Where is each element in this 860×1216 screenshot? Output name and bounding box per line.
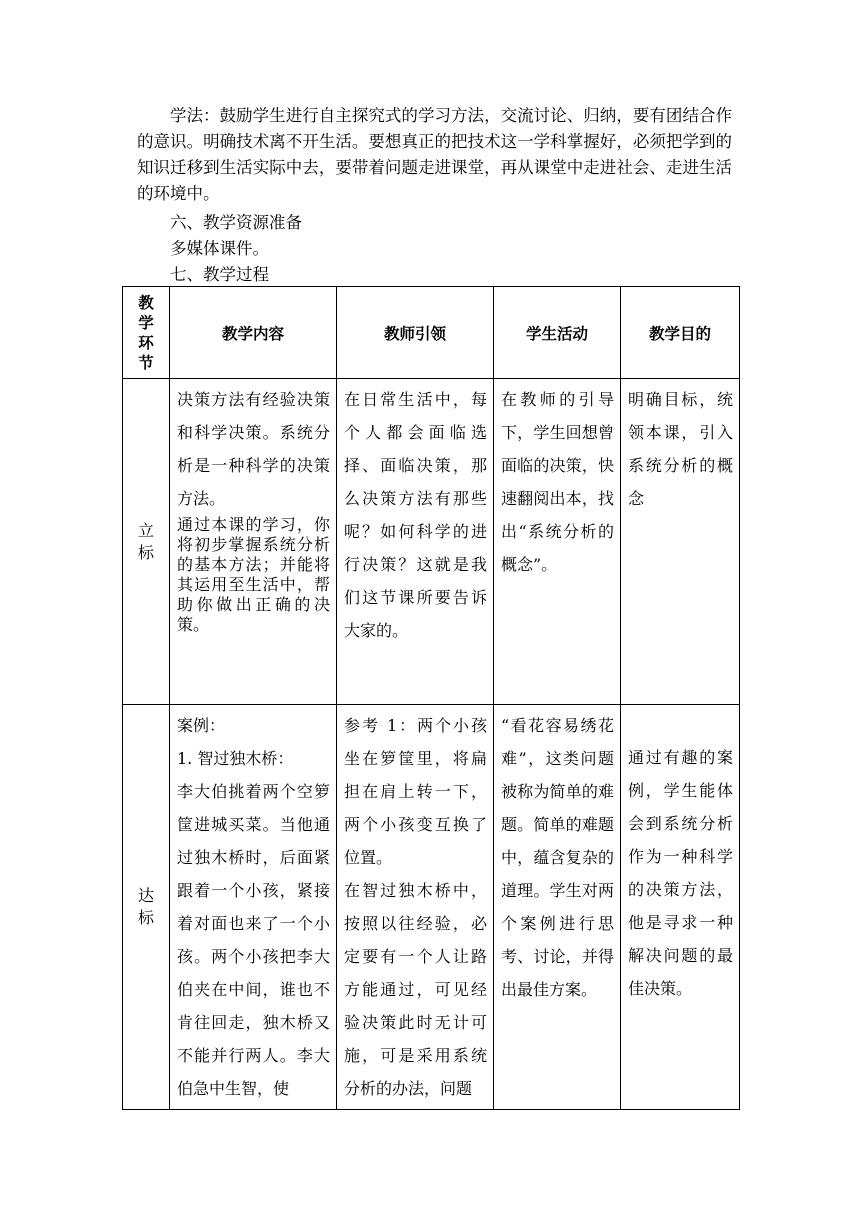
teacher-cell-1: 在日常生活中，每个人都会面临选择、面临决策，那么决策方法有那些呢？如何科学的进行决策？这就是我们这节课所要告诉大家的。 bbox=[337, 379, 494, 705]
content-cell-1: 决策方法有经验决策和科学决策。系统分析是一种科学的决策方法。 通过本课的学习，你将初步掌握系统分析的基本方法；并能将其运用至生活中，帮助你做出正确的决策。 bbox=[170, 379, 337, 705]
table-row bbox=[123, 379, 740, 705]
section-6-heading: 六、教学资源准备 bbox=[170, 213, 302, 232]
stage-cell-1: 立标 bbox=[123, 379, 170, 705]
teaching-process-table bbox=[122, 286, 740, 1110]
teacher-cell-2: 参考 1：两个小孩坐在箩筐里，将扁担在肩上转一下，两个小孩变互换了位置。 在智过独木桥中，按照以往经验，必定要有一个人让路方能通过，可见经验决策此时无计可施，可是采用系统分析的办法，问题 bbox=[337, 705, 494, 1110]
header-purpose: 教学目的 bbox=[621, 287, 740, 379]
student-cell-2: “看花容易绣花难”，这类问题被称为简单的难题。简单的难题中，蕴含复杂的道理。学生对两个案例进行思考、讨论，并得出最佳方案。 bbox=[494, 705, 621, 1110]
header-content: 教学内容 bbox=[170, 287, 337, 379]
resources-text: 多媒体课件。 bbox=[170, 239, 269, 258]
header-stage: 教学环节 bbox=[123, 287, 170, 379]
header-student: 学生活动 bbox=[494, 287, 621, 379]
table-header-row bbox=[123, 287, 740, 379]
study-method-paragraph: 学法：鼓励学生进行自主探究式的学习方法，交流讨论、归纳，要有团结合作的意识。明确技术离不开生活。要想真正的把技术这一学科掌握好，必须把学到的知识迁移到生活实际中去，要带着问题走进课堂，再从课堂中走进社会、走进生活的环境中。 bbox=[137, 106, 732, 203]
purpose-cell-1: 明确目标，统领本课，引入系统分析的概念 bbox=[621, 379, 740, 705]
header-teacher: 教师引领 bbox=[337, 287, 494, 379]
purpose-cell-2: 通过有趣的案例，学生能体会到系统分析作为一种科学的决策方法，他是寻求一种解决问题的最佳决策。 bbox=[621, 705, 740, 1110]
content-cell-2: 案例： 1. 智过独木桥： 李大伯挑着两个空箩筐进城买菜。当他通过独木桥时，后面紧跟着一个小孩，紧接着对面也来了一个小孩。两个小孩把李大伯夹在中间，谁也不肯往回走，独木桥又不能并行两人。李大伯急中生智，使 bbox=[170, 705, 337, 1110]
table-row bbox=[123, 705, 740, 1110]
student-cell-1: 在教师的引导下，学生回想曾面临的决策，快速翻阅出本，找出“系统分析的概念”。 bbox=[494, 379, 621, 705]
section-7-heading: 七、教学过程 bbox=[170, 265, 269, 284]
stage-cell-2: 达标 bbox=[123, 705, 170, 1110]
